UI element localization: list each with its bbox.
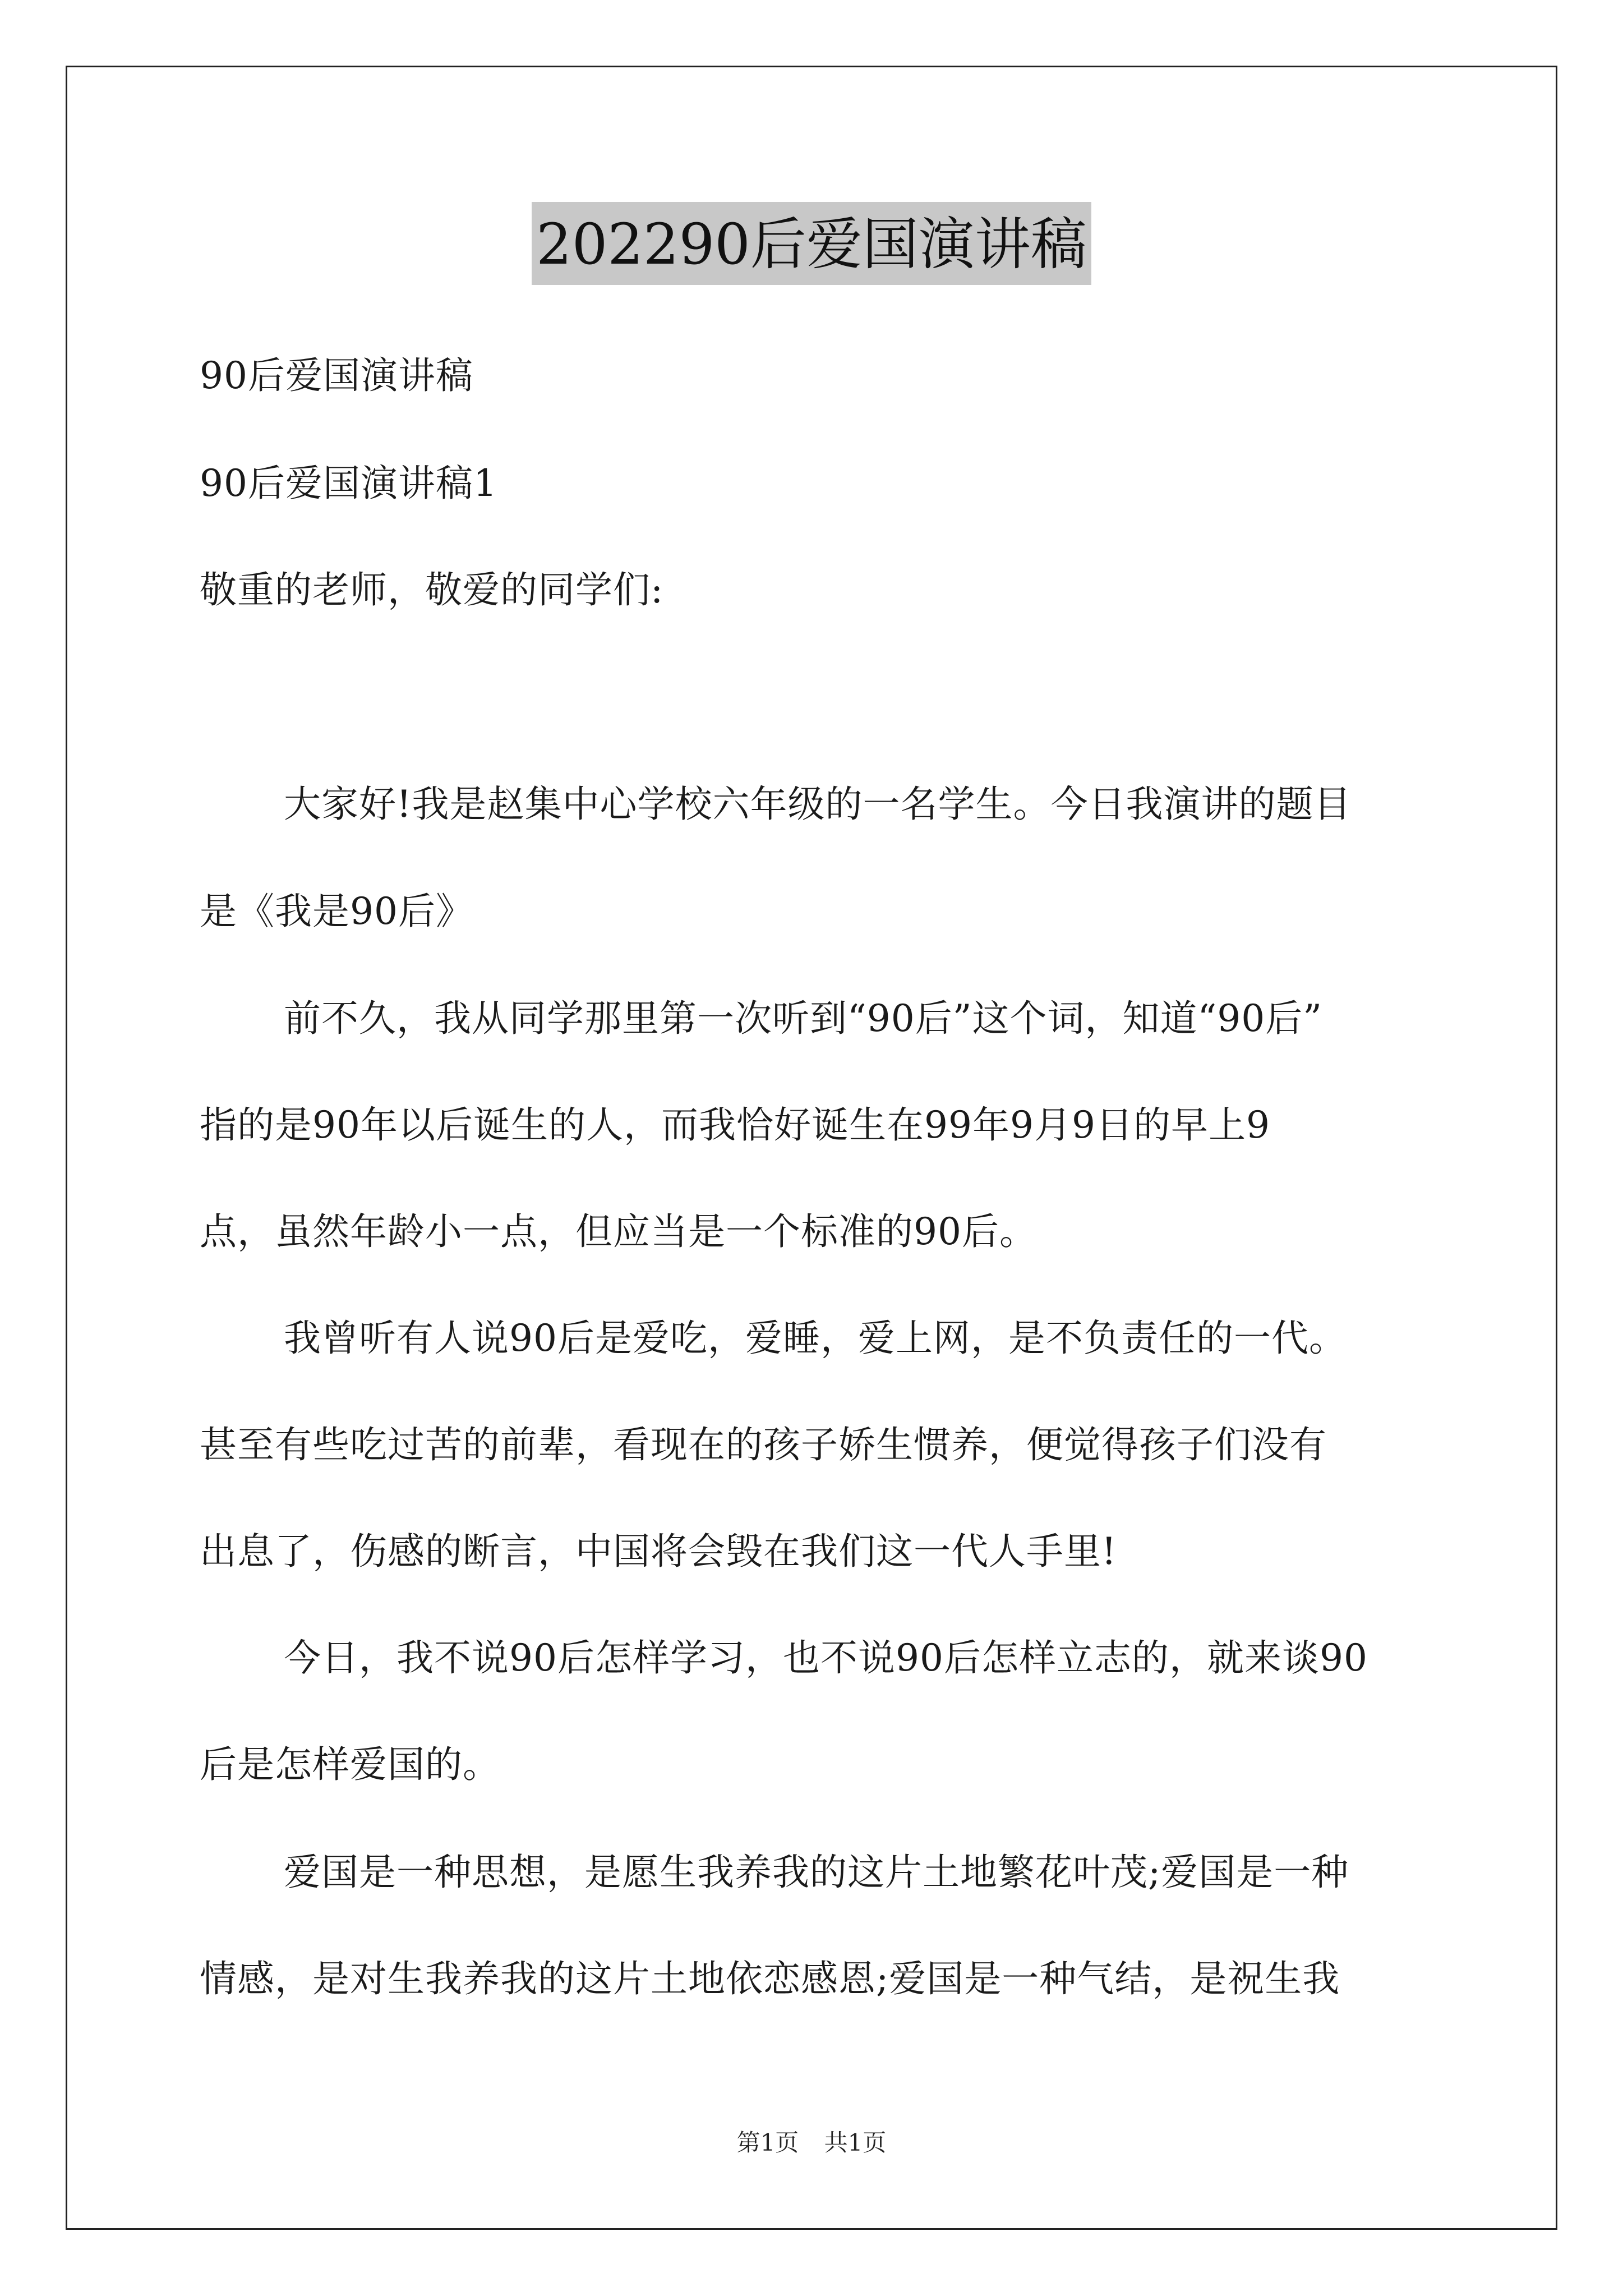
salutation-line: 敬重的老师，敬爱的同学们:: [200, 568, 664, 611]
paragraph-line: 爱国是一种思想，是愿生我养我的这片土地繁花叶茂;爱国是一种: [284, 1851, 1349, 1894]
paragraph-line: 出息了，伤感的断言，中国将会毁在我们这一代人手里!: [200, 1530, 1117, 1573]
document-title: 202290后爱国演讲稿: [532, 202, 1091, 285]
paragraph-line: 前不久，我从同学那里第一次听到“90后”这个词，知道“90后”: [284, 997, 1322, 1040]
section-heading: 90后爱国演讲稿1: [200, 462, 497, 505]
paragraph-line: 指的是90年以后诞生的人，而我恰好诞生在99年9月9日的早上9: [200, 1103, 1270, 1147]
title-container: [0, 202, 1623, 285]
paragraph-line: 情感，是对生我养我的这片土地依恋感恩;爱国是一种气结，是祝生我: [200, 1957, 1340, 2000]
subtitle-line: 90后爱国演讲稿: [200, 354, 473, 397]
page-footer: [0, 2126, 1623, 2160]
paragraph-line: 是《我是90后》: [200, 890, 473, 933]
paragraph-line: 甚至有些吃过苦的前辈，看现在的孩子娇生惯养，便觉得孩子们没有: [200, 1423, 1327, 1466]
paragraph-line: 后是怎样爱国的。: [200, 1743, 500, 1786]
paragraph-line: 点，虽然年龄小一点，但应当是一个标准的90后。: [200, 1210, 1037, 1253]
paragraph-line: 大家好!我是赵集中心学校六年级的一名学生。今日我演讲的题目: [284, 783, 1352, 826]
page-total: 共1页: [824, 2129, 887, 2156]
page-number: 第1页: [736, 2129, 799, 2156]
paragraph-line: 今日，我不说90后怎样学习，也不说90后怎样立志的，就来谈90: [284, 1636, 1368, 1680]
paragraph-line: 我曾听有人说90后是爱吃，爱睡，爱上网，是不负责任的一代。: [284, 1317, 1347, 1360]
